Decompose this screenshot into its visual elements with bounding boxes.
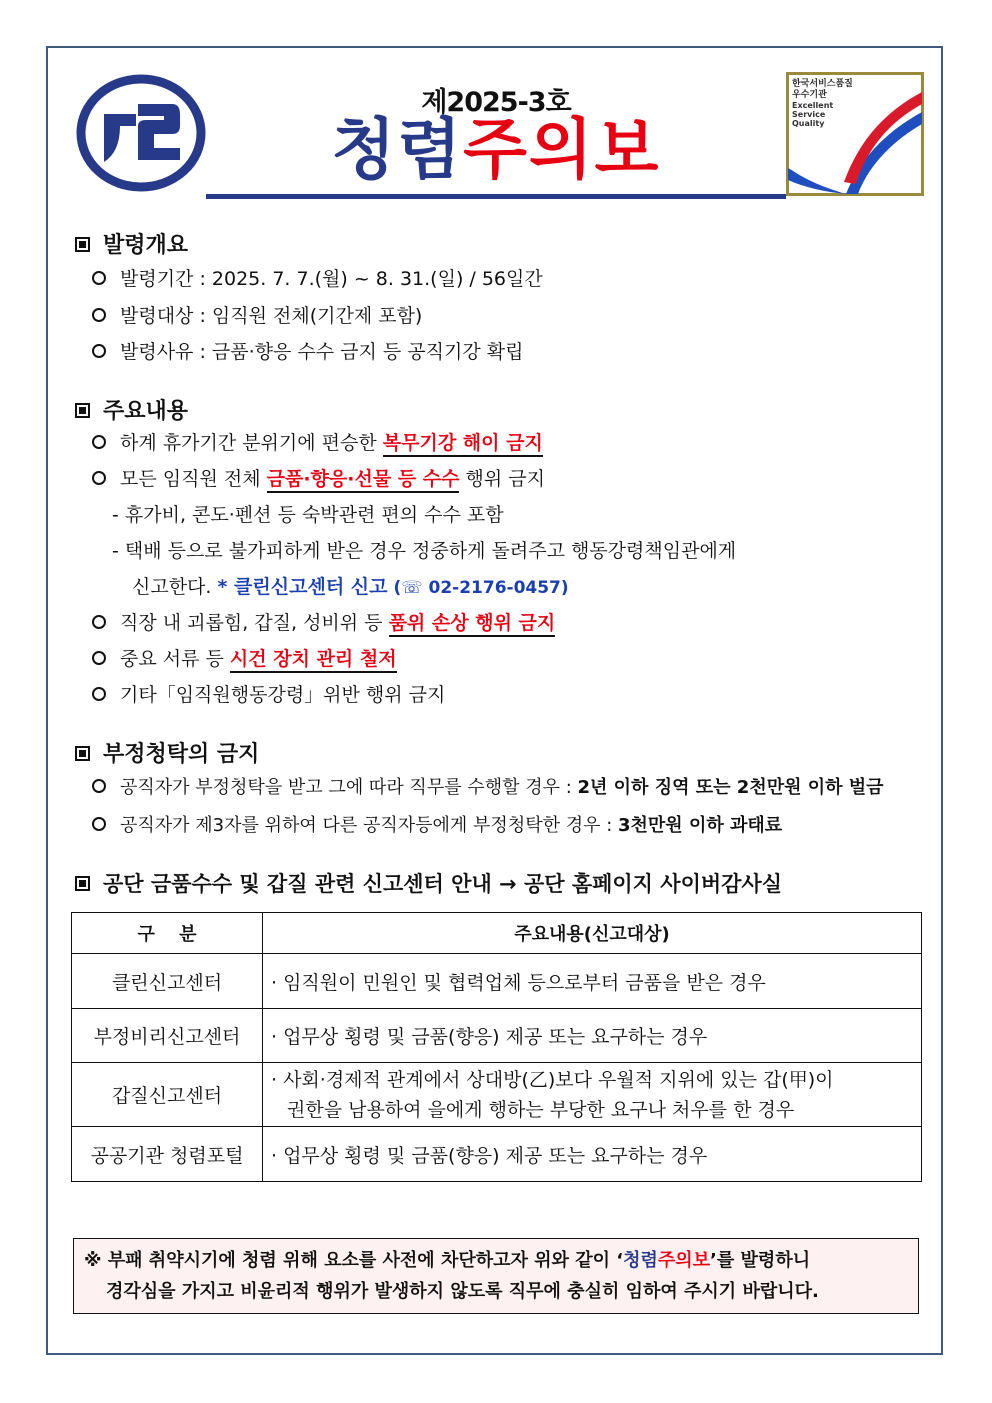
clean-report-center-text: * 클린신고센터 신고 xyxy=(217,576,388,598)
table-row xyxy=(72,954,922,1009)
center-name: 부정비리신고센터 xyxy=(72,1009,263,1063)
list-item xyxy=(92,775,884,801)
badge-text-2: 우수기관 xyxy=(792,90,827,100)
service-quality-badge xyxy=(786,72,924,196)
item-text: 발령사유 : 금품·향응 수수 금지 등 공직기강 확립 xyxy=(120,341,524,363)
list-item xyxy=(92,430,543,456)
notice-line-1 xyxy=(84,1245,918,1276)
item-text: 공직자가 제3자를 위하여 다른 공직자등에게 부정청탁한 경우 : xyxy=(120,815,618,836)
center-name: 갑질신고센터 xyxy=(72,1063,263,1127)
column-header-content: 주요내용(신고대상) xyxy=(263,913,922,954)
title-word-cheongryeom: 청렴 xyxy=(331,111,464,188)
section-heading-main-content xyxy=(75,394,188,425)
square-bullet-icon xyxy=(75,746,90,761)
square-bullet-icon xyxy=(75,403,90,418)
badge-text-3: Excellent xyxy=(792,101,834,110)
notice-line-2: 경각심을 가지고 비윤리적 행위가 발생하지 않도록 직무에 충실히 임하여 주시기 바랍니다. xyxy=(106,1281,819,1302)
highlight-text: 금품·향응·선물 등 수수 xyxy=(267,468,460,493)
list-item xyxy=(92,682,445,708)
item-text: 공직자가 부정청탁을 받고 그에 따라 직무를 수행할 경우 : xyxy=(120,777,578,798)
center-description: · 임직원이 민원인 및 협력업체 등으로부터 금품을 받은 경우 xyxy=(263,954,922,1009)
badge-text-1: 한국서비스품질 xyxy=(792,79,853,89)
highlight-text: 복무기강 해이 금지 xyxy=(383,432,543,457)
table-header-row xyxy=(72,913,922,954)
highlight-text: 시건 장치 관리 철저 xyxy=(230,648,397,673)
list-item xyxy=(92,466,545,492)
issue-number: 제2025-3호 xyxy=(421,87,571,118)
item-text: 중요 서류 등 xyxy=(120,648,230,670)
center-name: 공공기관 청렴포털 xyxy=(72,1127,263,1182)
item-text: 하계 휴가기간 분위기에 편승한 xyxy=(120,432,383,454)
notice-text: ※ 부패 취약시기에 청렴 위해 요소를 사전에 차단하고자 위와 같이 ‘ xyxy=(84,1250,624,1271)
list-item xyxy=(92,266,543,292)
circle-bullet-icon xyxy=(92,651,106,665)
title-word-juuibo: 주의보 xyxy=(463,111,661,188)
item-text: 발령대상 : 임직원 전체(기간제 포함) xyxy=(120,305,423,327)
penalty-text: 3천만원 이하 과태료 xyxy=(618,815,783,836)
notice-word-cheongryeom: 청렴 xyxy=(623,1250,658,1271)
notice-text: ’를 발령하니 xyxy=(710,1250,811,1271)
report-center-table xyxy=(71,912,922,1182)
item-text: 행위 금지 xyxy=(459,468,545,490)
square-bullet-icon xyxy=(75,876,90,891)
item-text: 직장 내 괴롭힘, 갑질, 성비위 등 xyxy=(120,612,389,634)
circle-bullet-icon xyxy=(92,687,106,701)
notice-word-juuibo: 주의보 xyxy=(657,1250,711,1271)
list-item xyxy=(92,646,397,672)
section-heading-solicitation xyxy=(75,737,259,768)
item-text: 기타「임직원행동강령」위반 행위 금지 xyxy=(120,684,446,706)
sub-item: - 휴가비, 콘도·펜션 등 숙박관련 편의 수수 포함 xyxy=(112,504,504,526)
section-heading-text: 발령개요 xyxy=(103,233,189,258)
circle-bullet-icon xyxy=(92,344,106,358)
penalty-text: 2년 이하 징역 또는 2천만원 이하 벌금 xyxy=(577,777,884,798)
table-row xyxy=(72,1127,922,1182)
sub-item xyxy=(132,574,569,601)
center-description: · 업무상 횡령 및 금품(향응) 제공 또는 요구하는 경우 xyxy=(263,1127,922,1182)
column-header-category: 구 분 xyxy=(72,913,263,954)
title-underline xyxy=(206,194,786,199)
item-text: 발령기간 : 2025. 7. 7.(월) ~ 8. 31.(일) / 56일간 xyxy=(120,268,543,290)
phone-number: (☏ 02-2176-0457) xyxy=(393,578,569,598)
item-text: 신고한다. xyxy=(132,576,218,598)
list-item xyxy=(92,339,523,365)
badge-text-4: Service xyxy=(792,110,826,119)
center-name: 클린신고센터 xyxy=(72,954,263,1009)
square-bullet-icon xyxy=(75,237,90,252)
circle-bullet-icon xyxy=(92,817,106,831)
section-heading-report-center xyxy=(75,868,782,898)
circle-bullet-icon xyxy=(92,471,106,485)
circle-bullet-icon xyxy=(92,435,106,449)
description-line-2: 권한을 남용하여 을에게 행하는 부당한 요구나 처우를 한 경우 xyxy=(287,1098,795,1121)
highlight-text: 품위 손상 행위 금지 xyxy=(389,612,556,637)
closing-notice xyxy=(73,1238,919,1314)
circle-bullet-icon xyxy=(92,615,106,629)
center-description: · 업무상 횡령 및 금품(향응) 제공 또는 요구하는 경우 xyxy=(263,1009,922,1063)
section-heading-text: 부정청탁의 금지 xyxy=(103,742,260,767)
table-row xyxy=(72,1009,922,1063)
table-row xyxy=(72,1063,922,1127)
section-heading-text: 공단 금품수수 및 갑질 관련 신고센터 안내 → 공단 홈페이지 사이버감사실 xyxy=(103,872,782,896)
center-description xyxy=(263,1063,922,1127)
section-heading-text: 주요내용 xyxy=(103,399,189,424)
list-item xyxy=(92,303,422,329)
section-heading-overview xyxy=(75,228,188,259)
circle-bullet-icon xyxy=(92,308,106,322)
sub-item: - 택배 등으로 불가피하게 받은 경우 정중하게 돌려주고 행동강령책임관에게 xyxy=(112,540,737,562)
list-item xyxy=(92,610,555,636)
circle-bullet-icon xyxy=(92,271,106,285)
description-line-1: · 사회·경제적 관계에서 상대방(乙)보다 우월적 지위에 있는 갑(甲)이 xyxy=(271,1068,834,1091)
circle-bullet-icon xyxy=(92,779,106,793)
item-text: 모든 임직원 전체 xyxy=(120,468,267,490)
list-item xyxy=(92,813,782,839)
badge-text-5: Quality xyxy=(792,119,825,128)
